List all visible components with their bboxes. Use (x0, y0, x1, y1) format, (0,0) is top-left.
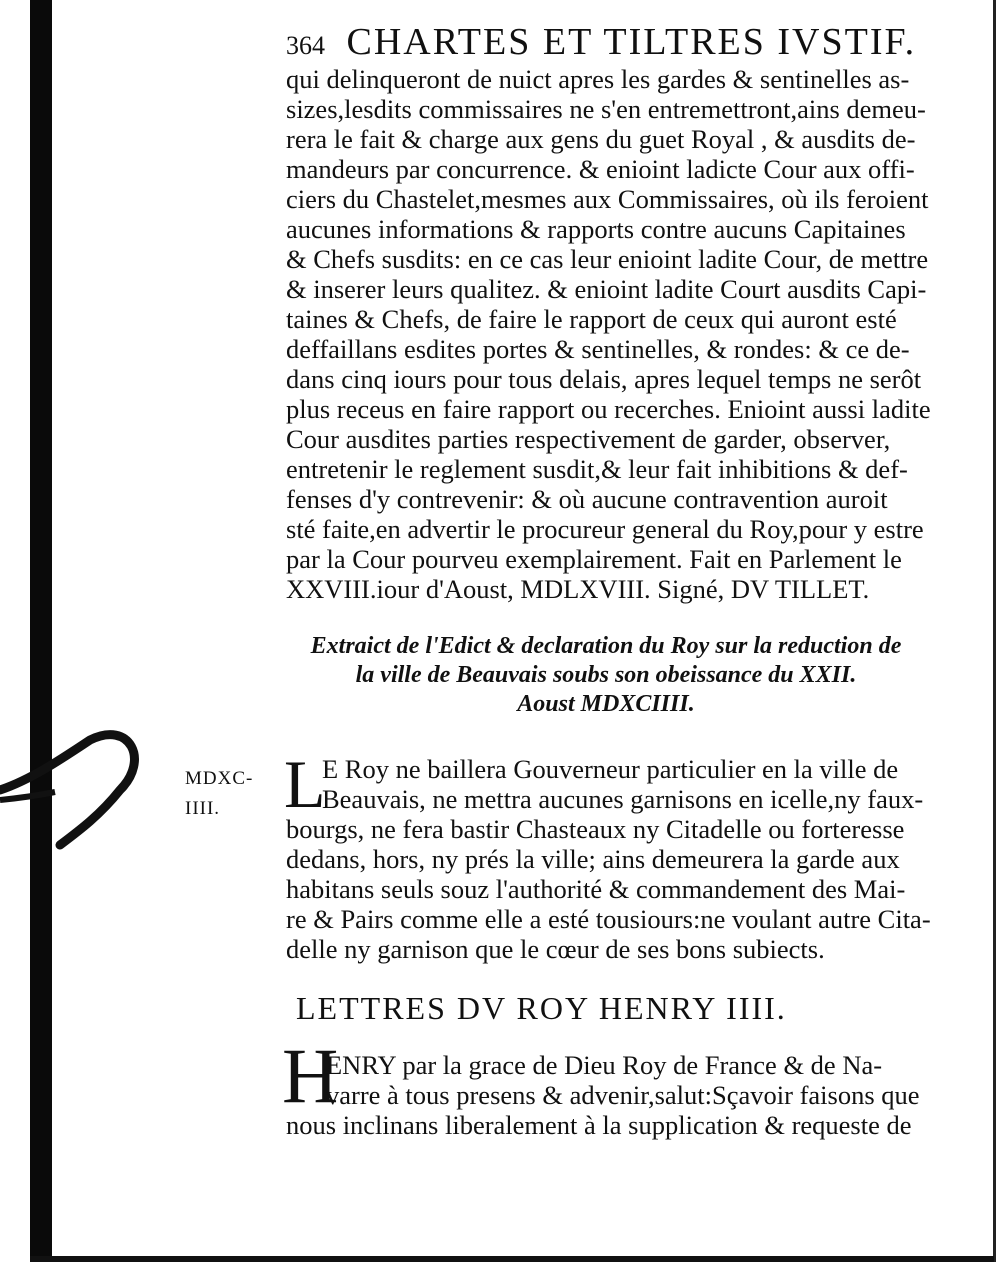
extract-line: Extraict de l'Edict & declaration du Roy sur la reduction de (310, 633, 902, 659)
text-line: plus receus en faire rapport ou recerches. Enioint aussi ladite (286, 394, 931, 424)
text-line: Cour ausdites parties respectivement de garder, observer, (286, 424, 891, 454)
running-header (286, 20, 926, 64)
drop-cap-h: H (282, 1032, 339, 1119)
page-bottom-edge (30, 1256, 994, 1262)
text-line: ENRY par la grace de Dieu Roy de France & de Na- (326, 1050, 883, 1080)
text-line: dedans, hors, ny prés la ville; ains demeurera la garde aux (286, 844, 900, 874)
book-spine-shadow (30, 0, 52, 1262)
text-line: dans cinq iours pour tous delais, apres lequel temps ne serôt (286, 364, 922, 394)
text-line: qui delinqueront de nuict apres les gardes & sentinelles as- (286, 64, 910, 94)
extract-line: la ville de Beauvais soubs son obeissance du XXII. (355, 662, 857, 688)
text-line: deffaillans esdites portes & sentinelles, & rondes: & ce de- (286, 334, 910, 364)
paragraph-beauvais (284, 746, 938, 964)
text-line: & Chefs susdits: en ce cas leur enioint ladite Cour, de mettre (286, 244, 929, 274)
text-line: par la Cour pourveu exemplairement. Fait en Parlement le (286, 544, 902, 574)
binding-clip-icon (0, 720, 150, 860)
text-line: & inserer leurs qualitez. & enioint ladite Court ausdits Capi- (286, 274, 927, 304)
text-line: ciers du Chastelet,mesmes aux Commissaires, où ils feroient (286, 184, 929, 214)
extract-heading (296, 632, 916, 719)
margin-line: IIII. (185, 798, 221, 819)
text-line: taines & Chefs, de faire le rapport de ceux qui auront esté (286, 304, 897, 334)
text-line: re & Pairs comme elle a esté tousiours:ne voulant autre Cita- (286, 904, 931, 934)
paragraph-ordinance (286, 64, 938, 604)
text-line: mandeurs par concurrence. & enioint ladicte Cour aux offi- (286, 154, 915, 184)
text-line: fenses d'y contrevenir: & où aucune contravention auroit (286, 484, 888, 514)
page-right-edge (993, 0, 996, 1262)
text-line: habitans seuls souz l'authorité & commandement des Mai- (286, 874, 906, 904)
section-title: LETTRES DV ROY HENRY IIII. (296, 990, 787, 1026)
text-line: Beauvais, ne mettra aucunes garnisons en icelle,ny faux- (322, 784, 924, 814)
text-line: nous inclinans liberalement à la supplication & requeste de (286, 1110, 912, 1140)
page-number: 364 (286, 31, 325, 60)
text-line: XXVIII.iour d'Aoust, MDLXVIII. Signé, DV TILLET. (286, 574, 870, 604)
text-line: delle ny garnison que le cœur de ses bons subiects. (286, 934, 825, 964)
running-title: CHARTES ET TILTRES IVSTIF. (346, 21, 917, 63)
text-line: varre à tous presens & advenir,salut:Sçavoir faisons que (326, 1080, 920, 1110)
drop-cap-l: L (284, 746, 326, 822)
text-line: sizes,lesdits commissaires ne s'en entremettront,ains demeu- (286, 94, 926, 124)
margin-line: MDXC- (185, 768, 254, 789)
paragraph-letters (286, 1050, 938, 1140)
extract-line: Aoust MDXCIIII. (517, 691, 695, 717)
text-line: E Roy ne baillera Gouverneur particulier en la ville de (322, 754, 899, 784)
text-line: bourgs, ne fera bastir Chasteaux ny Citadelle ou forteresse (286, 814, 905, 844)
text-line: aucunes informations & rapports contre aucuns Capitaines (286, 214, 906, 244)
margin-date-note (185, 764, 253, 824)
text-line: entretenir le reglement susdit,& leur fait inhibitions & def- (286, 454, 908, 484)
text-line: sté faite,en advertir le procureur general du Roy,pour y estre (286, 514, 924, 544)
text-line: rera le fait & charge aux gens du guet Royal , & ausdits de- (286, 124, 916, 154)
